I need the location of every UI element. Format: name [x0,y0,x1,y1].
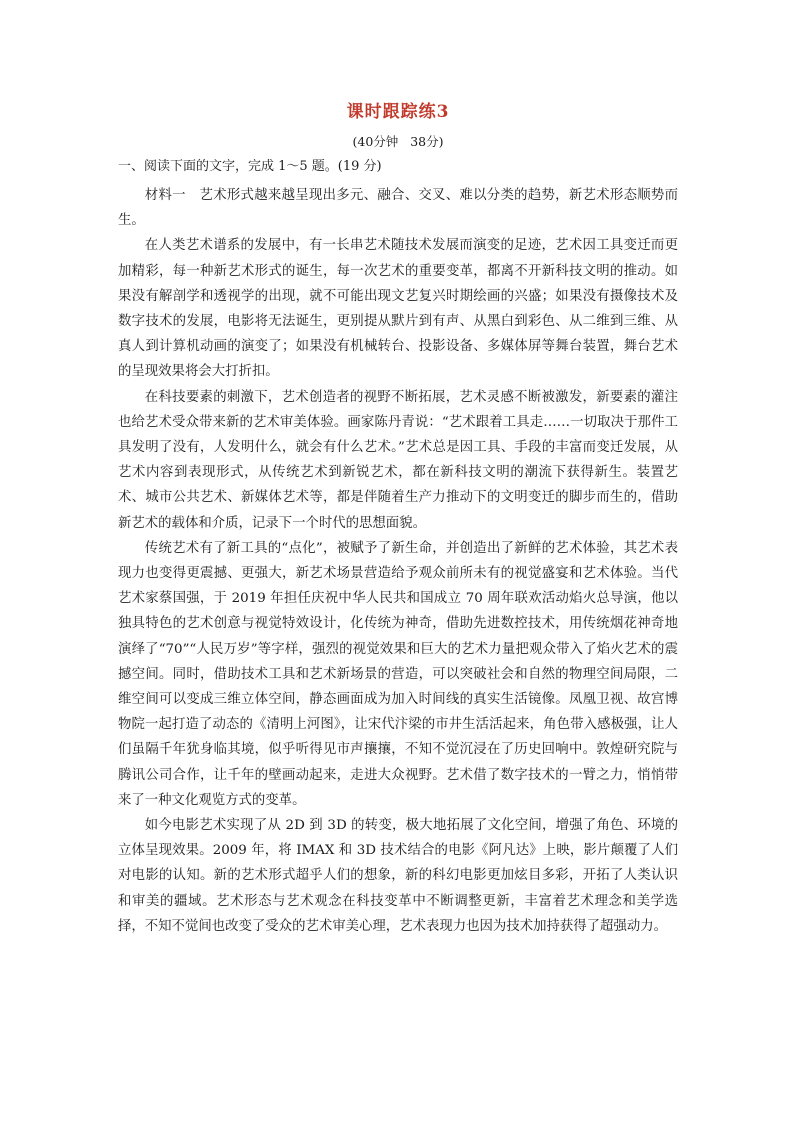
paragraph-tech-stimulus: 在科技要素的刺激下，艺术创造者的视野不断拓展，艺术灵感不断被激发，新要素的灌注也给艺术受众带来新的艺术审美体验。画家陈丹青说：“艺术跟着工具走……一切取决于那件工具发明了没有，人发明什么，就会有什么艺术。”艺术总是因工具、手段的丰富而变迁发展，从艺术内容到表现形式，从传统艺术到新锐艺术，都在新科技文明的潮流下获得新生。装置艺术、城市公共艺术、新媒体艺术等，都是伴随着生产力推动下的文明变迁的脚步而生的，借助新艺术的载体和介质，记录下一个时代的思想面貌。 [118,389,678,531]
paragraph-material-one: 材料一 艺术形式越来越呈现出多元、融合、交叉、难以分类的趋势，新艺术形态顺势而生。 [118,188,678,229]
question-prompt: 一、阅读下面的文字，完成 1～5 题。(19 分) [118,159,382,174]
paragraph-art-history: 在人类艺术谱系的发展中，有一长串艺术随技术发展而演变的足迹，艺术因工具变迁而更加精彩，每一种新艺术形式的诞生，每一次艺术的重要变革，都离不开新科技文明的推动。如果没有解剖学和透视学的出现，就不可能出现文艺复兴时期绘画的兴盛；如果没有摄像技术及数字技术的发展，电影将无法诞生，更别提从默片到有声、从黑白到彩色、从二维到三维、从真人到计算机动画的演变了；如果没有机械转台、投影设备、多媒体屏等舞台装置，舞台艺术的呈现效果将会大打折扣。 [118,238,678,380]
article-body [118,183,678,939]
document-subtitle: (40分钟 38分) [352,134,444,149]
paragraph-film-art: 如今电影艺术实现了从 2D 到 3D 的转变，极大地拓展了文化空间，增强了角色、环境的立体呈现效果。2009 年，将 IMAX 和 3D 技术结合的电影《阿凡达》上映，影片颠覆了人们对电影的认知。新的艺术形式超乎人们的想象，新的科幻电影更加炫目多彩，开拓了人类认识和审美的疆域。艺术形态与艺术观念在科技变革中不断调整更新，丰富着艺术理念和美学选择，不知不觉间也改变了受众的艺术审美心理，艺术表现力也因为技术加持获得了超强动力。 [118,818,678,934]
document-title: 课时跟踪练3 [346,102,450,122]
paragraph-traditional-art: 传统艺术有了新工具的“点化”，被赋予了新生命，并创造出了新鲜的艺术体验，其艺术表现力也变得更震撼、更强大，新艺术场景营造给予观众前所未有的视觉盛宴和艺术体验。当代艺术家蔡国强，于 2019 年担任庆祝中华人民共和国成立 70 周年联欢活动焰火总导演，他以独具特色的艺术创意与视觉特效设计，化传统为神奇，借助先进数控技术，用传统烟花神奇地演绎了“70”“人民万岁”等字样，强烈的视觉效果和巨大的艺术力量把观众带入了焰火艺术的震撼空间。同时，借助技术工具和艺术新场景的营造，可以突破社会和自然的物理空间局限，二维空间可以变成三维立体空间，静态画面成为加入时间线的真实生活镜像。凤凰卫视、故宫博物院一起打造了动态的《清明上河图》，让宋代汴梁的市井生活活起来，角色带入感极强，让人们虽隔千年犹身临其境，似乎听得见市声攘攘，不知不觉沉浸在了历史回响中。敦煌研究院与腾讯公司合作，让千年的壁画动起来，走进大众视野。艺术借了数字技术的一臂之力，悄悄带来了一种文化观览方式的变革。 [118,540,678,808]
